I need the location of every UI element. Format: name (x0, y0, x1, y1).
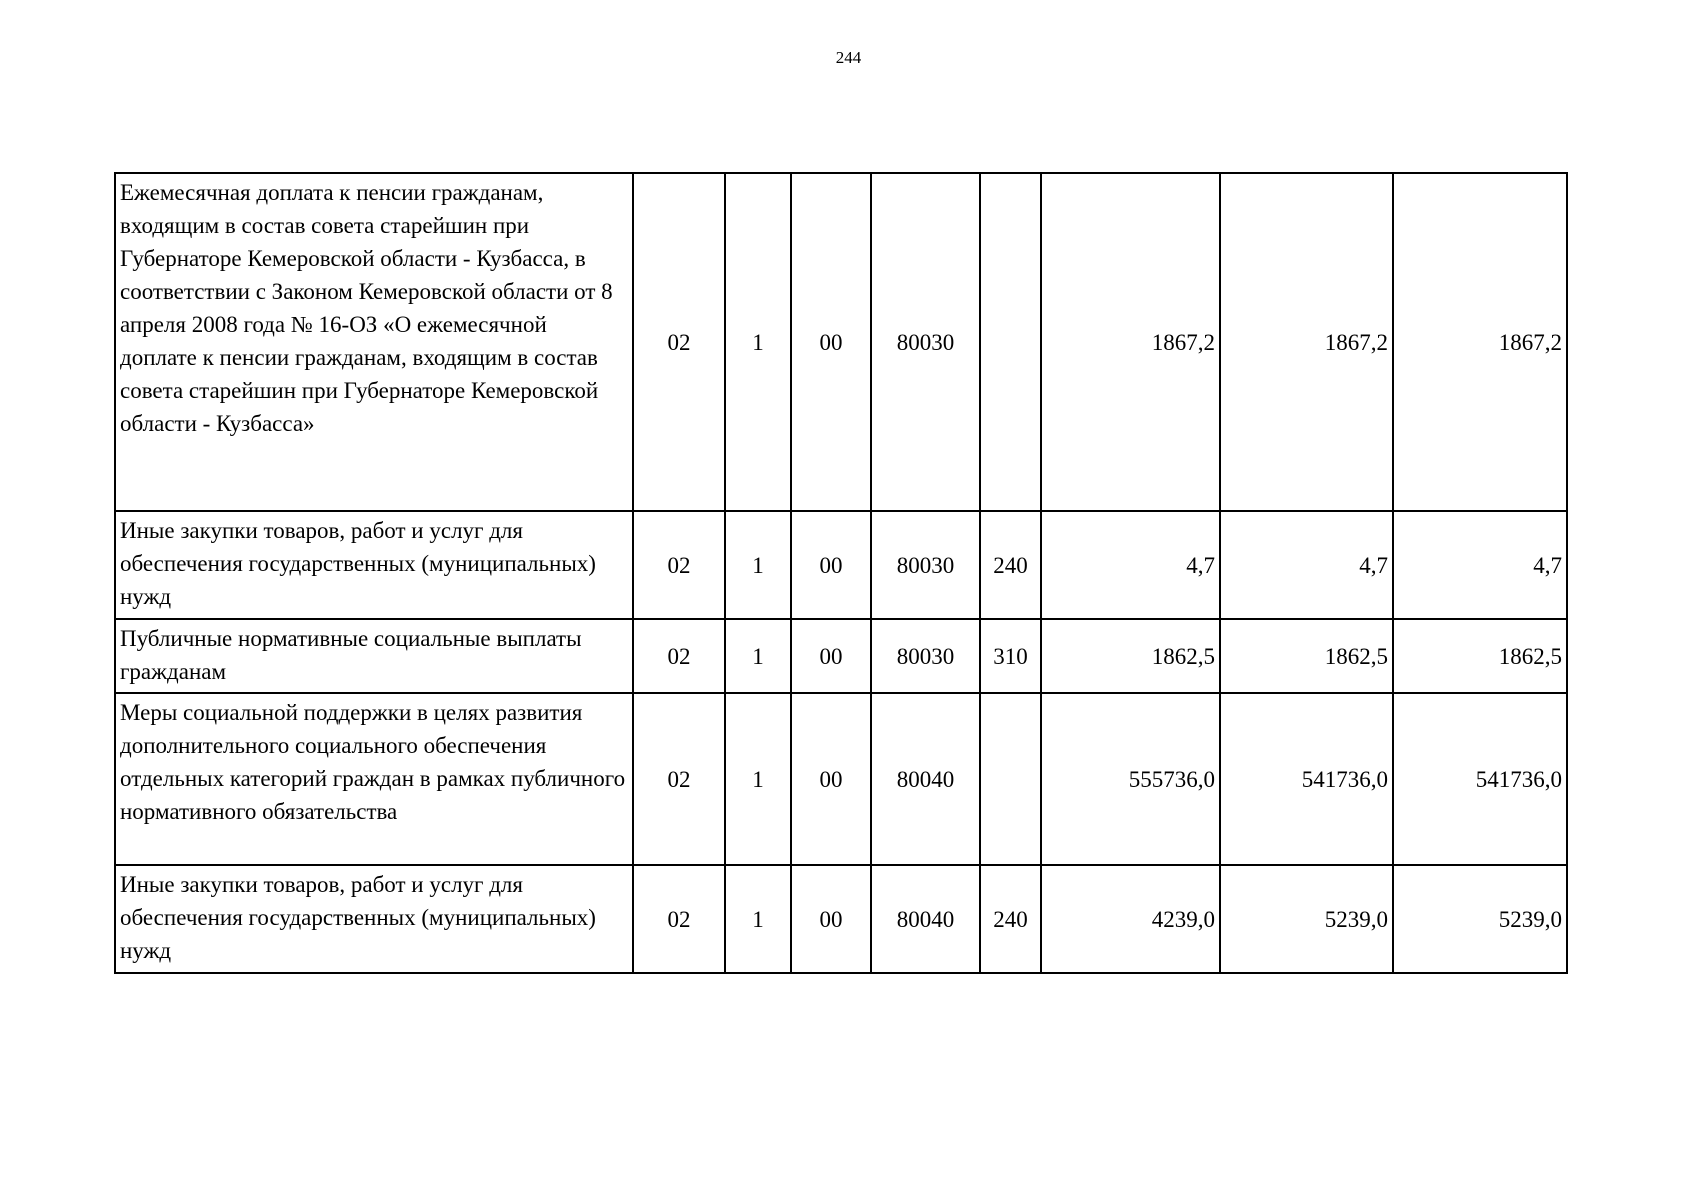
section-code-cell: 02 (633, 511, 725, 619)
table-row (115, 511, 1567, 619)
table-row (115, 619, 1567, 693)
subprogram-code-cell: 00 (791, 173, 871, 511)
subprogram-code-cell: 00 (791, 693, 871, 865)
amount-year-3-cell: 1867,2 (1393, 173, 1567, 511)
direction-code-cell: 80030 (871, 173, 980, 511)
amount-year-2-cell: 4,7 (1220, 511, 1393, 619)
amount-year-1-cell: 1862,5 (1041, 619, 1220, 693)
row-name-cell: Иные закупки товаров, работ и услуг для обеспечения государственных (муниципальных) нужд (115, 511, 633, 619)
table-row (115, 865, 1567, 973)
amount-year-3-cell: 4,7 (1393, 511, 1567, 619)
amount-year-3-cell: 541736,0 (1393, 693, 1567, 865)
expense-type-cell (980, 693, 1041, 865)
direction-code-cell: 80040 (871, 865, 980, 973)
direction-code-cell: 80030 (871, 619, 980, 693)
amount-year-2-cell: 1867,2 (1220, 173, 1393, 511)
amount-year-1-cell: 4,7 (1041, 511, 1220, 619)
amount-year-2-cell: 5239,0 (1220, 865, 1393, 973)
table-row (115, 693, 1567, 865)
page-number: 244 (835, 48, 862, 67)
expense-type-cell: 310 (980, 619, 1041, 693)
row-name-cell: Меры социальной поддержки в целях развития дополнительного социального обеспечения отдельных категорий граждан в рамках публичного нормативного обязательства (115, 693, 633, 865)
expense-type-cell (980, 173, 1041, 511)
table-row (115, 173, 1567, 511)
amount-year-1-cell: 1867,2 (1041, 173, 1220, 511)
program-code-cell: 1 (725, 619, 791, 693)
subprogram-code-cell: 00 (791, 619, 871, 693)
section-code-cell: 02 (633, 693, 725, 865)
direction-code-cell: 80040 (871, 693, 980, 865)
amount-year-2-cell: 541736,0 (1220, 693, 1393, 865)
program-code-cell: 1 (725, 865, 791, 973)
section-code-cell: 02 (633, 173, 725, 511)
amount-year-2-cell: 1862,5 (1220, 619, 1393, 693)
amount-year-1-cell: 555736,0 (1041, 693, 1220, 865)
direction-code-cell: 80030 (871, 511, 980, 619)
expense-type-cell: 240 (980, 511, 1041, 619)
row-name-cell: Ежемесячная доплата к пенсии гражданам, входящим в состав совета старейшин при Губернаторе Кемеровской области - Кузбасса, в соответствии с Законом Кемеровской области от 8 апреля 2008 года № 16-ОЗ «О ежемесячной доплате к пенсии гражданам, входящим в состав совета старейшин при Губернаторе Кемеровской области - Кузбасса» (115, 173, 633, 511)
program-code-cell: 1 (725, 173, 791, 511)
section-code-cell: 02 (633, 619, 725, 693)
amount-year-3-cell: 1862,5 (1393, 619, 1567, 693)
subprogram-code-cell: 00 (791, 511, 871, 619)
expense-type-cell: 240 (980, 865, 1041, 973)
amount-year-3-cell: 5239,0 (1393, 865, 1567, 973)
subprogram-code-cell: 00 (791, 865, 871, 973)
program-code-cell: 1 (725, 693, 791, 865)
budget-table (114, 172, 1568, 974)
section-code-cell: 02 (633, 865, 725, 973)
row-name-cell: Иные закупки товаров, работ и услуг для обеспечения государственных (муниципальных) нужд (115, 865, 633, 973)
row-name-cell: Публичные нормативные социальные выплаты гражданам (115, 619, 633, 693)
amount-year-1-cell: 4239,0 (1041, 865, 1220, 973)
program-code-cell: 1 (725, 511, 791, 619)
